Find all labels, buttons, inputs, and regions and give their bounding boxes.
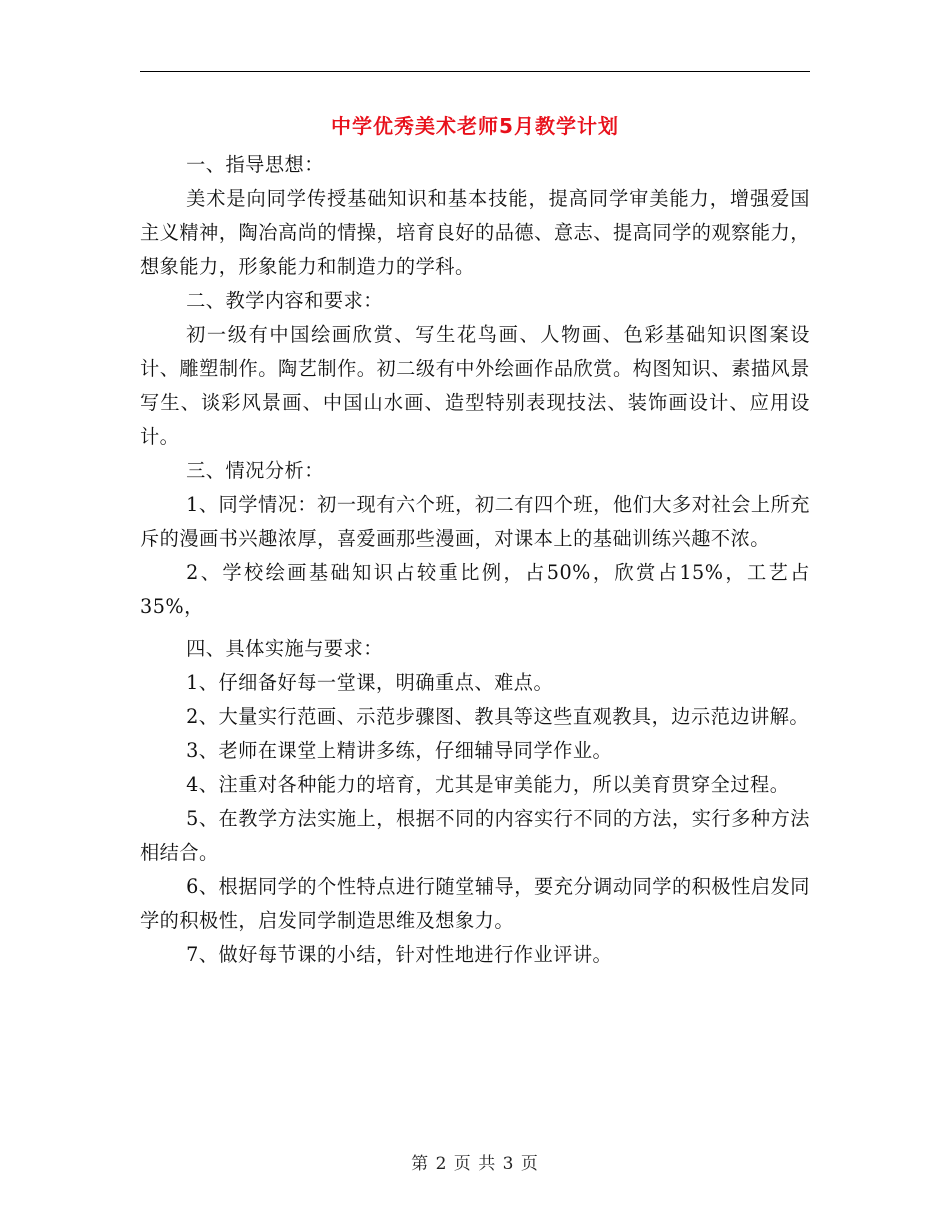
list-item-6: 6、根据同学的个性特点进行随堂辅导，要充分调动同学的积极性启发同学的积极性，启发同学制造思维及想象力。 (140, 875, 810, 932)
list-item-5: 5、在教学方法实施上，根据不同的内容实行不同的方法，实行多种方法相结合。 (140, 807, 810, 864)
paragraph-content-requirements: 初一级有中国绘画欣赏、写生花鸟画、人物画、色彩基础知识图案设计、雕塑制作。陶艺制作。初二级有中外绘画作品欣赏。构图知识、素描风景写生、谈彩风景画、中国山水画、造型特别表现技法、装饰画设计、应用设计。 (140, 323, 810, 448)
section-heading-content-requirements: 二、教学内容和要求： (186, 289, 383, 312)
paragraph-guiding-thought: 美术是向同学传授基础知识和基本技能，提高同学审美能力，增强爱国主义精神，陶冶高尚的情操，培育良好的品德、意志、提高同学的观察能力，想象能力，形象能力和制造力的学科。 (140, 187, 810, 278)
list-item-7: 7、做好每节课的小结，针对性地进行作业评讲。 (186, 943, 613, 966)
list-item-3: 3、老师在课堂上精讲多练，仔细辅导同学作业。 (186, 739, 613, 762)
document-body (140, 148, 810, 972)
section-heading-guiding-thought: 一、指导思想： (186, 153, 324, 176)
paragraph-student-situation: 1、同学情况：初一现有六个班，初二有四个班，他们大多对社会上所充斥的漫画书兴趣浓厚，喜爱画那些漫画，对课本上的基础训练兴趣不浓。 (140, 493, 810, 550)
list-item-1: 1、仔细备好每一堂课，明确重点、难点。 (186, 671, 554, 694)
document-title: 中学优秀美术老师5月教学计划 (331, 114, 619, 138)
section-heading-situation-analysis: 三、情况分析： (186, 459, 324, 482)
page-footer: 第 2 页 共 3 页 (411, 1154, 539, 1174)
list-item-4: 4、注重对各种能力的培育，尤其是审美能力，所以美育贯穿全过程。 (186, 773, 790, 796)
section-heading-implementation: 四、具体实施与要求： (186, 637, 383, 660)
paragraph-proportion: 2、学校绘画基础知识占较重比例，占50%，欣赏占15%，工艺占35%， (140, 561, 810, 618)
header-rule (140, 71, 810, 72)
list-item-2: 2、大量实行范画、示范步骤图、教具等这些直观教具，边示范边讲解。 (186, 705, 810, 728)
